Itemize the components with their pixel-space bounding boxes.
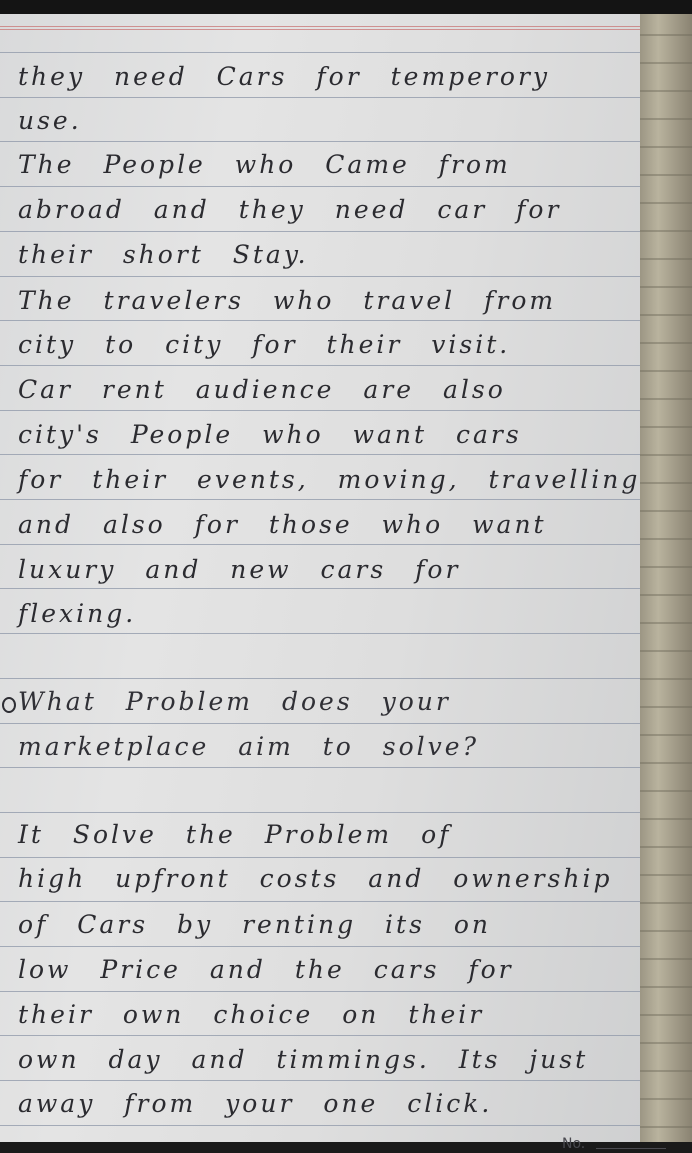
bullet-icon bbox=[2, 697, 16, 713]
page-edge bbox=[640, 454, 692, 456]
ruled-line bbox=[0, 991, 640, 992]
text-line: city's People who want cars bbox=[18, 420, 522, 449]
page-edge bbox=[640, 902, 692, 904]
ruled-line bbox=[0, 97, 640, 98]
page-edge bbox=[640, 426, 692, 428]
top-margin-rule bbox=[0, 26, 640, 27]
ruled-line bbox=[0, 454, 640, 455]
answer-line: of Cars by renting its on bbox=[18, 910, 491, 939]
page-edge bbox=[640, 734, 692, 736]
page-edge bbox=[640, 594, 692, 596]
page-edge bbox=[640, 986, 692, 988]
ruled-line bbox=[0, 767, 640, 768]
page-edge bbox=[640, 482, 692, 484]
page-edge bbox=[640, 146, 692, 148]
page-edge bbox=[640, 930, 692, 932]
text-line: city to city for their visit. bbox=[18, 330, 511, 359]
ruled-line bbox=[0, 678, 640, 679]
page-edge bbox=[640, 342, 692, 344]
page-edge bbox=[640, 1126, 692, 1128]
ruled-line bbox=[0, 231, 640, 232]
notebook-page bbox=[0, 14, 641, 1152]
page-number-label: No. bbox=[562, 1136, 586, 1152]
page-edge bbox=[640, 678, 692, 680]
ruled-line bbox=[0, 499, 640, 500]
page-edge bbox=[640, 118, 692, 120]
page-edge bbox=[640, 1098, 692, 1100]
text-line: for their events, moving, travelling bbox=[18, 465, 641, 494]
ruled-line bbox=[0, 1125, 640, 1126]
ruled-line bbox=[0, 52, 640, 53]
page-edge bbox=[640, 258, 692, 260]
text-line: The travelers who travel from bbox=[18, 286, 557, 315]
page-edge bbox=[640, 398, 692, 400]
top-margin-rule bbox=[0, 29, 640, 30]
ruled-line bbox=[0, 633, 640, 634]
ruled-line bbox=[0, 812, 640, 813]
text-line: abroad and they need car for bbox=[18, 195, 562, 224]
text-line: use. bbox=[18, 106, 82, 135]
ruled-line bbox=[0, 857, 640, 858]
answer-line: low Price and the cars for bbox=[18, 955, 514, 984]
ruled-line bbox=[0, 1080, 640, 1081]
answer-line: their own choice on their bbox=[18, 1000, 485, 1029]
page-edge bbox=[640, 846, 692, 848]
answer-line: own day and timmings. Its just bbox=[18, 1045, 589, 1074]
ruled-line bbox=[0, 946, 640, 947]
answer-line: It Solve the Problem of bbox=[18, 820, 452, 849]
text-line: The People who Came from bbox=[18, 150, 511, 179]
page-edge bbox=[640, 510, 692, 512]
page-edge bbox=[640, 286, 692, 288]
page-edge bbox=[640, 1070, 692, 1072]
ruled-line bbox=[0, 544, 640, 545]
text-line: and also for those who want bbox=[18, 510, 547, 539]
page-edge bbox=[640, 202, 692, 204]
page-edge bbox=[640, 874, 692, 876]
page-edge bbox=[640, 818, 692, 820]
ruled-line bbox=[0, 1035, 640, 1036]
text-line: flexing. bbox=[18, 599, 137, 628]
top-edge bbox=[0, 0, 692, 14]
question-line: What Problem does your bbox=[18, 687, 451, 716]
page-edge bbox=[640, 62, 692, 64]
page-edge bbox=[640, 762, 692, 764]
ruled-line bbox=[0, 901, 640, 902]
page-edge bbox=[640, 370, 692, 372]
ruled-line bbox=[0, 588, 640, 589]
page-edge bbox=[640, 174, 692, 176]
page-edge bbox=[640, 314, 692, 316]
page-edge bbox=[640, 1014, 692, 1016]
text-line: luxury and new cars for bbox=[18, 555, 461, 584]
page-edge bbox=[640, 958, 692, 960]
question-line: marketplace aim to solve? bbox=[18, 732, 479, 761]
text-line: their short Stay. bbox=[18, 240, 309, 269]
ruled-line bbox=[0, 141, 640, 142]
answer-line: away from your one click. bbox=[18, 1089, 493, 1118]
page-edge bbox=[640, 90, 692, 92]
ruled-line bbox=[0, 320, 640, 321]
page-edge bbox=[640, 538, 692, 540]
ruled-line bbox=[0, 723, 640, 724]
text-line: Car rent audience are also bbox=[18, 375, 506, 404]
ruled-line bbox=[0, 276, 640, 277]
answer-line: high upfront costs and ownership bbox=[18, 864, 613, 893]
notebook-spine bbox=[640, 14, 692, 1142]
page-edge bbox=[640, 706, 692, 708]
page-edge bbox=[640, 230, 692, 232]
page-edge bbox=[640, 1042, 692, 1044]
page-edge bbox=[640, 622, 692, 624]
page-edge bbox=[640, 650, 692, 652]
ruled-line bbox=[0, 186, 640, 187]
page-edge bbox=[640, 566, 692, 568]
ruled-line bbox=[0, 365, 640, 366]
page-edge bbox=[640, 790, 692, 792]
page-number-field bbox=[596, 1148, 666, 1149]
page-edge bbox=[640, 34, 692, 36]
text-line: they need Cars for temperory bbox=[18, 62, 551, 91]
ruled-line bbox=[0, 410, 640, 411]
